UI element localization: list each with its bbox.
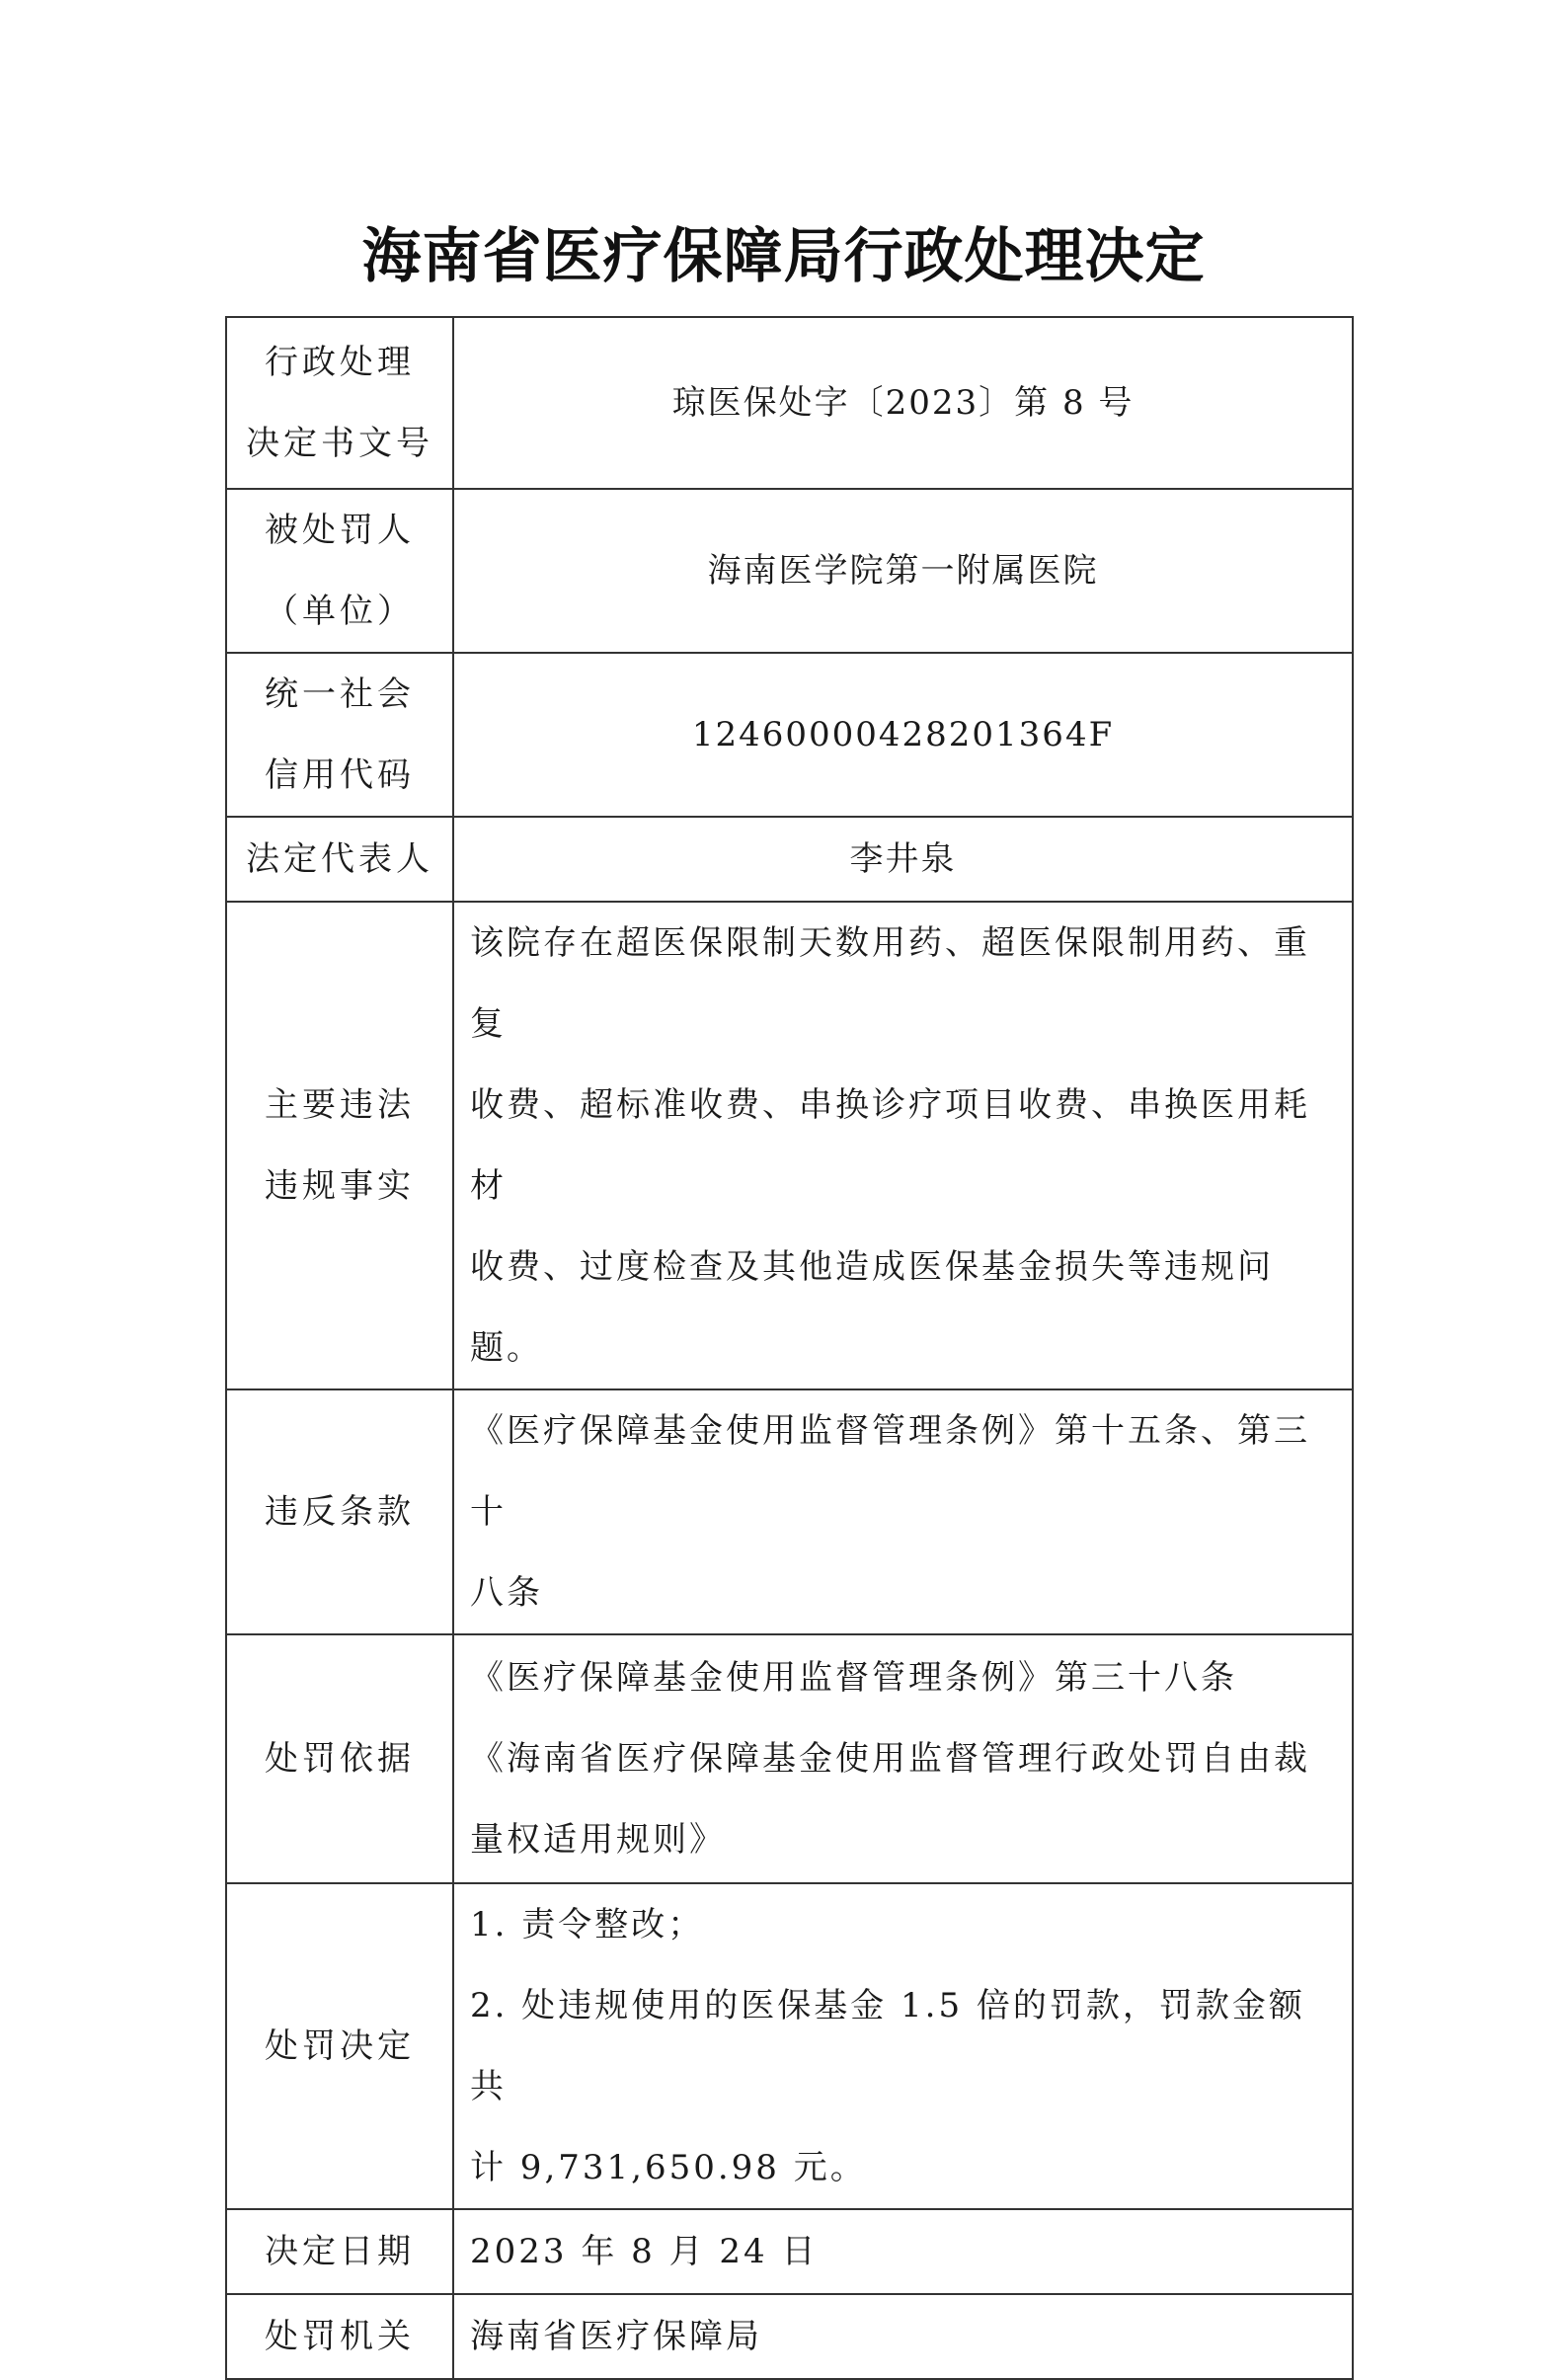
row-penalized-party — [226, 489, 1353, 653]
row-basis — [226, 1634, 1353, 1883]
row-doc-number — [226, 317, 1353, 489]
value-decision: 1. 责令整改； 2. 处违规使用的医保基金 1.5 倍的罚款，罚款金额共 计 9,731,650.98 元。 — [453, 1883, 1353, 2209]
row-facts — [226, 902, 1353, 1389]
decision-table — [225, 316, 1354, 2380]
row-date — [226, 2209, 1353, 2294]
row-violated-articles — [226, 1389, 1353, 1634]
label-credit-code: 统一社会 信用代码 — [226, 653, 453, 817]
value-basis: 《医疗保障基金使用监督管理条例》第三十八条 《海南省医疗保障基金使用监督管理行政处罚自由裁 量权适用规则》 — [453, 1634, 1353, 1883]
value-doc-number: 琼医保处字〔2023〕第 8 号 — [453, 317, 1353, 489]
document-title: 海南省医疗保障局行政处理决定 — [361, 222, 1206, 291]
value-legal-rep: 李井泉 — [453, 817, 1353, 902]
value-credit-code: 12460000428201364F — [453, 653, 1353, 817]
label-basis: 处罚依据 — [226, 1634, 453, 1883]
label-violated-articles: 违反条款 — [226, 1389, 453, 1634]
value-violated-articles: 《医疗保障基金使用监督管理条例》第十五条、第三十 八条 — [453, 1389, 1353, 1634]
label-authority: 处罚机关 — [226, 2294, 453, 2379]
row-authority — [226, 2294, 1353, 2379]
label-penalized-party: 被处罚人 （单位） — [226, 489, 453, 653]
value-date: 2023 年 8 月 24 日 — [453, 2209, 1353, 2294]
value-penalized-party: 海南医学院第一附属医院 — [453, 489, 1353, 653]
row-credit-code — [226, 653, 1353, 817]
row-decision — [226, 1883, 1353, 2209]
label-facts: 主要违法 违规事实 — [226, 902, 453, 1389]
value-authority: 海南省医疗保障局 — [453, 2294, 1353, 2379]
row-legal-rep — [226, 817, 1353, 902]
label-decision: 处罚决定 — [226, 1883, 453, 2209]
value-facts: 该院存在超医保限制天数用药、超医保限制用药、重复 收费、超标准收费、串换诊疗项目收费、串换医用耗材 收费、过度检查及其他造成医保基金损失等违规问题。 — [453, 902, 1353, 1389]
label-legal-rep: 法定代表人 — [226, 817, 453, 902]
label-date: 决定日期 — [226, 2209, 453, 2294]
label-doc-number: 行政处理 决定书文号 — [226, 317, 453, 489]
